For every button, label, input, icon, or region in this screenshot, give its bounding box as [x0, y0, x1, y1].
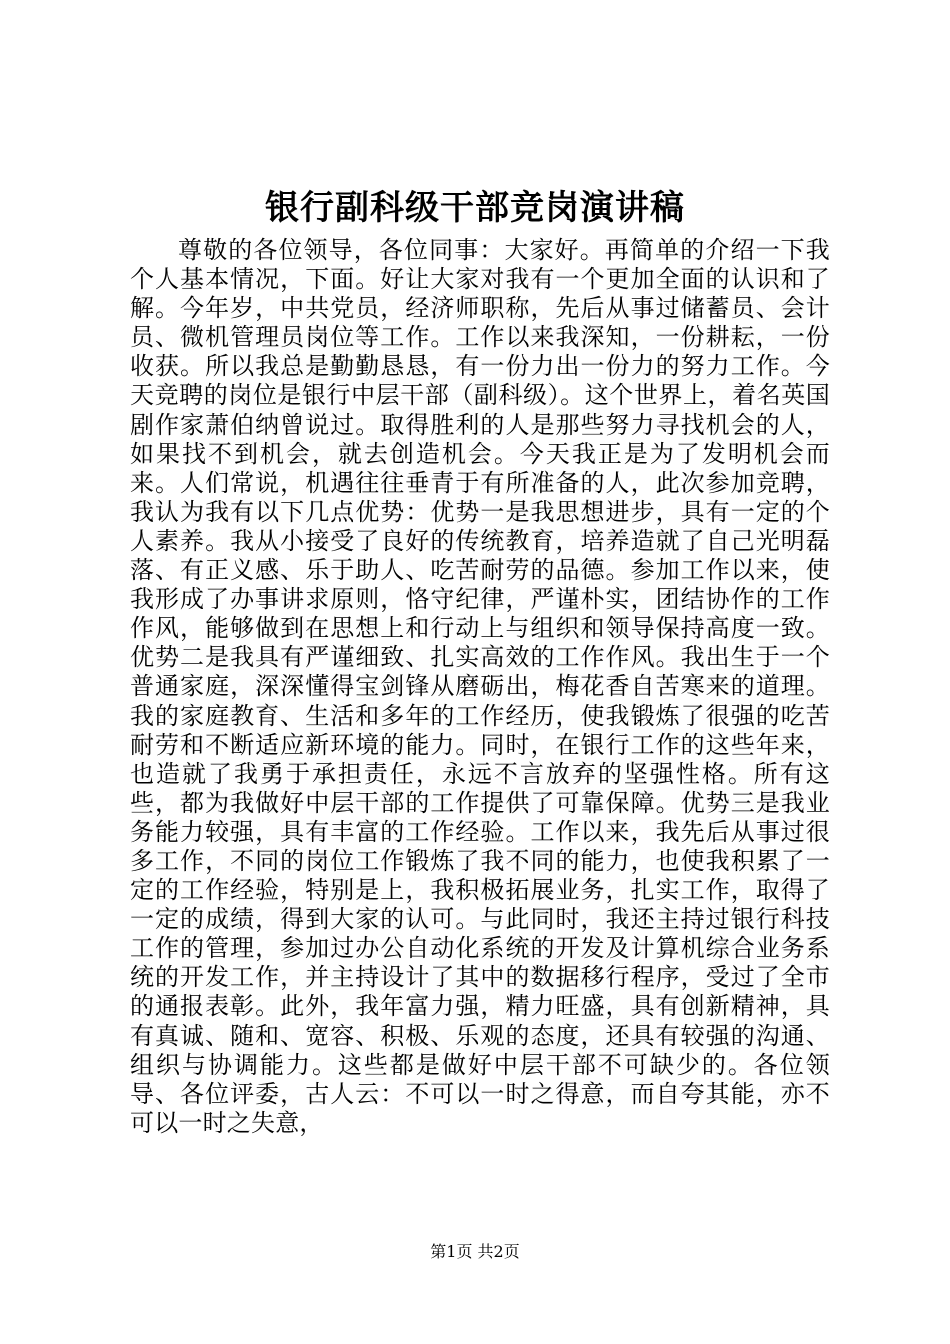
document-body-paragraph: 尊敬的各位领导，各位同事：大家好。再简单的介绍一下我个人基本情况，下面。好让大家对我有一个更加全面的认识和了解。今年岁，中共党员，经济师职称，先后从事过储蓄员、会计员、微机管理员岗位等工作。工作以来我深知，一份耕耘，一份收获。所以我总是勤勤恳恳，有一份力出一份力的努力工作。今天竞聘的岗位是银行中层干部（副科级）。这个世界上，着名英国剧作家萧伯纳曾说过。取得胜利的人是那些努力寻找机会的人，如果找不到机会，就去创造机会。今天我正是为了发明机会而来。人们常说，机遇往往垂青于有所准备的人，此次参加竞聘，我认为我有以下几点优势：优势一是我思想进步，具有一定的个人素养。我从小接受了良好的传统教育，培养造就了自己光明磊落、有正义感、乐于助人、吃苦耐劳的品德。参加工作以来，使我形成了办事讲求原则，恪守纪律，严谨朴实，团结协作的工作作风，能够做到在思想上和行动上与组织和领导保持高度一致。优势二是我具有严谨细致、扎实高效的工作作风。我出生于一个普通家庭，深深懂得宝剑锋从磨砺出，梅花香自苦寒来的道理。我的家庭教育、生活和多年的工作经历，使我锻炼了很强的吃苦耐劳和不断适应新环境的能力。同时，在银行工作的这些年来，也造就了我勇于承担责任，永远不言放弃的坚强性格。所有这些，都为我做好中层干部的工作提供了可靠保障。优势三是我业务能力较强，具有丰富的工作经验。工作以来，我先后从事过很多工作，不同的岗位工作锻炼了我不同的能力，也使我积累了一定的工作经验，特别是上，我积极拓展业务，扎实工作，取得了一定的成绩，得到大家的认可。与此同时，我还主持过银行科技工作的管理，参加过办公自动化系统的开发及计算机综合业务系统的开发工作，并主持设计了其中的数据移行程序，受过了全市的通报表彰。此外，我年富力强，精力旺盛，具有创新精神，具有真诚、随和、宽容、积极、乐观的态度，还具有较强的沟通、组织与协调能力。这些都是做好中层干部不可缺少的。各位领导、各位评委，古人云：不可以一时之得意，而自夸其能，亦不可以一时之失意， — [130, 236, 830, 1137]
document-title: 银行副科级干部竞岗演讲稿 — [265, 188, 685, 228]
page-footer: 第1页 共2页 — [430, 1242, 520, 1261]
